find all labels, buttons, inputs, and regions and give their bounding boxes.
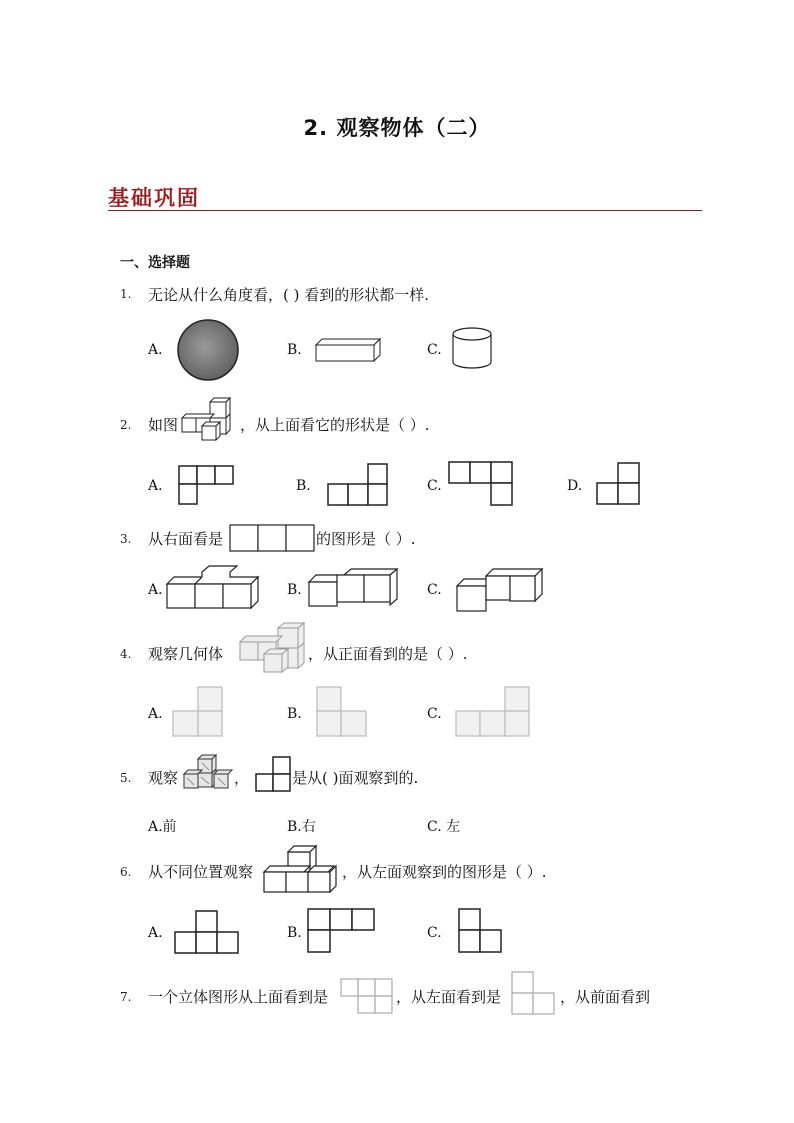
q5-option-b[interactable]: B.右	[287, 819, 316, 835]
q2-option-c-figure[interactable]	[448, 461, 516, 507]
q4-solid-figure	[238, 622, 308, 678]
question-3-text-end: 的图形是（ ）.	[316, 530, 416, 548]
question-7-number: 7.	[120, 990, 132, 1004]
q2-option-b-label[interactable]: B.	[296, 478, 311, 494]
q3-right-view-figure	[229, 524, 317, 552]
q5-option-c[interactable]: C. 左	[427, 819, 461, 835]
question-3-number: 3.	[120, 532, 132, 546]
q4-option-a-figure[interactable]	[172, 686, 224, 738]
q2-option-c-label[interactable]: C.	[427, 478, 442, 494]
question-4-text-end: ，从正面看到的是（ ）.	[308, 645, 468, 663]
q3-option-b-label[interactable]: B.	[287, 582, 302, 598]
cylinder-figure	[450, 326, 494, 372]
q1-option-c-label[interactable]: C.	[427, 342, 442, 358]
q5-option-a[interactable]: A.前	[148, 819, 177, 835]
q4-option-a-label[interactable]: A.	[148, 706, 163, 722]
question-6-text-end: ，从左面观察到的图形是（ ）.	[342, 863, 547, 881]
q6-option-c-label[interactable]: C.	[427, 925, 442, 941]
q2-option-a-figure[interactable]	[178, 465, 236, 507]
q4-option-b-figure[interactable]	[316, 686, 368, 738]
q4-option-b-label[interactable]: B.	[287, 706, 302, 722]
q7-top-view-figure	[340, 978, 396, 1016]
q3-option-c-label[interactable]: C.	[427, 582, 442, 598]
question-3-text-start: 从右面看是	[148, 530, 224, 548]
question-7-text-end: ，从前面看到	[560, 988, 651, 1006]
question-6-number: 6.	[120, 865, 132, 879]
q6-option-a-label[interactable]: A.	[148, 925, 163, 941]
question-7-text-mid: ，从左面看到是	[396, 988, 502, 1006]
section-heading: 基础巩固	[108, 186, 200, 210]
q3-option-b-figure[interactable]	[308, 568, 400, 610]
question-2-text-start: 如图	[148, 416, 179, 434]
question-5-text-start: 观察	[148, 769, 179, 787]
q4-option-c-label[interactable]: C.	[427, 706, 442, 722]
q4-option-c-figure[interactable]	[455, 686, 531, 738]
q3-option-a-figure[interactable]	[166, 570, 266, 610]
question-5-text-end: 是从( )面观察到的.	[292, 769, 419, 787]
q2-cube-stack-figure	[180, 398, 236, 444]
q6-cube-stack-figure	[262, 844, 340, 896]
question-7-text-start: 一个立体图形从上面看到是	[148, 988, 329, 1006]
question-1-number: 1.	[120, 287, 132, 301]
sphere-figure	[176, 318, 242, 384]
q5-cube-group-figure	[182, 754, 232, 794]
question-5-text-mid: ，	[234, 769, 250, 787]
q6-option-b-label[interactable]: B.	[287, 925, 302, 941]
section-divider	[108, 210, 702, 211]
q6-option-a-figure[interactable]	[174, 909, 240, 955]
q1-option-a-label[interactable]: A.	[148, 342, 163, 358]
cuboid-figure	[314, 337, 384, 363]
q2-option-d-figure[interactable]	[596, 462, 642, 506]
q1-option-b-label[interactable]: B.	[287, 342, 302, 358]
q7-left-view-figure	[511, 971, 557, 1017]
q2-option-a-label[interactable]: A.	[148, 478, 163, 494]
q6-option-b-figure[interactable]	[307, 907, 377, 955]
question-2-number: 2.	[120, 418, 132, 432]
q3-option-a-label[interactable]: A.	[148, 582, 163, 598]
question-1-text: 无论从什么角度看，( ) 看到的形状都一样.	[148, 286, 430, 304]
question-5-number: 5.	[120, 771, 132, 785]
question-2-text-end: ，从上面看它的形状是（ ）.	[240, 416, 430, 434]
question-4-number: 4.	[120, 647, 132, 661]
page-title: 2. 观察物体（二）	[303, 116, 491, 140]
question-4-text-start: 观察几何体	[148, 645, 224, 663]
q2-option-b-figure[interactable]	[327, 463, 389, 507]
q2-option-d-label[interactable]: D.	[567, 478, 583, 494]
part-heading: 一、选择题	[120, 255, 190, 271]
question-6-text-start: 从不同位置观察	[148, 863, 254, 881]
q6-option-c-figure[interactable]	[458, 907, 504, 955]
q3-option-c-figure[interactable]	[456, 566, 546, 614]
q5-view-figure	[255, 756, 293, 794]
